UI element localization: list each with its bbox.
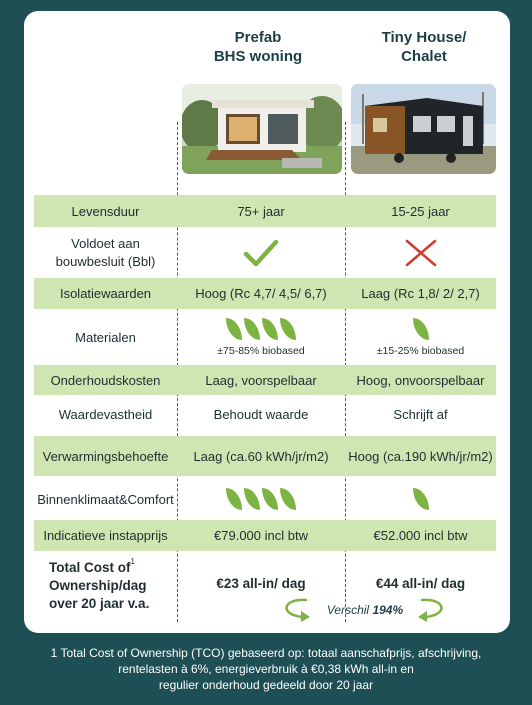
row-label <box>34 555 177 611</box>
biobased-percentage: ±75-85% biobased <box>217 344 305 357</box>
leaf-icon <box>413 318 429 340</box>
row-label-text: Total Cost of <box>49 560 131 575</box>
tiny-value: 15-25 jaar <box>391 203 450 219</box>
tiny-value: €52.000 incl btw <box>373 528 468 543</box>
tiny-house-photo <box>351 84 496 174</box>
tiny-materials <box>345 310 496 364</box>
cross-icon <box>345 230 496 276</box>
row-label: Indicatieve instapprijs <box>43 528 168 543</box>
row-label: Waardevastheid <box>58 406 153 422</box>
row-label-line1: Voldoet aan <box>71 236 140 251</box>
difference-value: 194% <box>372 603 404 617</box>
row-label-line1 <box>49 553 135 577</box>
leaf-icon <box>413 488 429 510</box>
curved-arrow-right-icon <box>412 596 452 622</box>
checkmark-icon <box>177 230 345 276</box>
row-onderhoudskosten <box>34 365 496 395</box>
row-label: Levensduur <box>71 203 140 219</box>
leaf-icons <box>225 488 297 510</box>
tiny-value: Hoog, onvoorspelbaar <box>356 372 485 388</box>
prefab-value: €79.000 incl btw <box>214 528 308 543</box>
leaf-icon <box>244 318 260 340</box>
tiny-value: Schrijft af <box>393 406 448 422</box>
leaf-icon <box>244 488 260 510</box>
prefab-value: 75+ jaar <box>237 203 285 219</box>
row-bouwbesluit <box>34 230 496 276</box>
prefab-value: Behoudt waarde <box>213 406 309 422</box>
row-binnenklimaat <box>34 480 496 518</box>
leaf-icon <box>280 318 296 340</box>
difference-indicator <box>276 596 452 622</box>
footnote-line3: regulier onderhoud gedeeld door 20 jaar <box>158 678 374 692</box>
leaf-icons <box>412 488 430 510</box>
prefab-value: Laag (ca.60 kWh/jr/m2) <box>193 448 329 464</box>
leaf-icon <box>226 318 242 340</box>
tiny-comfort <box>345 480 496 518</box>
row-label <box>34 230 177 276</box>
tiny-value: Laag (Rc 1,8/ 2/ 2,7) <box>361 286 480 301</box>
leaf-icon <box>262 488 278 510</box>
row-label: Isolatiewaarden <box>59 286 152 301</box>
difference-text <box>318 603 412 617</box>
leaf-icons <box>412 318 430 340</box>
column-header-prefab <box>200 28 316 66</box>
row-waardevastheid <box>34 396 496 432</box>
footnote <box>20 645 512 693</box>
prefab-tco: €23 all-in/ dag <box>216 575 306 591</box>
column-header-tiny-line1: Tiny House/ <box>381 29 467 46</box>
footnote-marker: 1 <box>130 557 135 566</box>
difference-label: Verschil <box>326 603 370 617</box>
leaf-icons <box>225 318 297 340</box>
prefab-value: Hoog (Rc 4,7/ 4,5/ 6,7) <box>195 286 327 301</box>
row-materialen <box>34 310 496 364</box>
row-isolatiewaarden <box>34 278 496 309</box>
prefab-comfort <box>177 480 345 518</box>
row-label: Materialen <box>75 329 136 345</box>
tiny-tco: €44 all-in/ dag <box>375 575 466 591</box>
row-instapprijs <box>34 520 496 551</box>
prefab-materials <box>177 310 345 364</box>
curved-arrow-left-icon <box>276 596 316 622</box>
leaf-icon <box>226 488 242 510</box>
row-levensduur <box>34 195 496 227</box>
prefab-house-photo <box>182 84 342 174</box>
column-header-tiny-house <box>356 28 492 66</box>
row-label-line2: Ownership/dag <box>49 578 147 593</box>
row-label: Verwarmingsbehoefte <box>42 448 169 464</box>
row-label: Binnenklimaat&Comfort <box>37 491 174 507</box>
column-header-prefab-line1: Prefab <box>234 29 282 46</box>
row-verwarmingsbehoefte <box>34 436 496 476</box>
row-label-line2: bouwbesluit (Bbl) <box>55 254 156 269</box>
row-label-line3: over 20 jaar v.a. <box>49 596 150 611</box>
tiny-value: Hoog (ca.190 kWh/jr/m2) <box>348 448 493 464</box>
footnote-line1: 1 Total Cost of Ownership (TCO) gebaseerd op: totaal aanschafprijs, afschrijving, <box>50 646 482 660</box>
column-header-prefab-line2: BHS woning <box>213 48 303 65</box>
row-label: Onderhoudskosten <box>50 372 161 388</box>
column-header-tiny-line2: Chalet <box>401 48 447 65</box>
biobased-percentage: ±15-25% biobased <box>376 344 465 357</box>
leaf-icon <box>262 318 278 340</box>
footnote-line2: rentelasten à 6%, energieverbruik à €0,38 kWh all-in en <box>118 662 414 676</box>
prefab-value: Laag, voorspelbaar <box>205 372 317 388</box>
leaf-icon <box>280 488 296 510</box>
